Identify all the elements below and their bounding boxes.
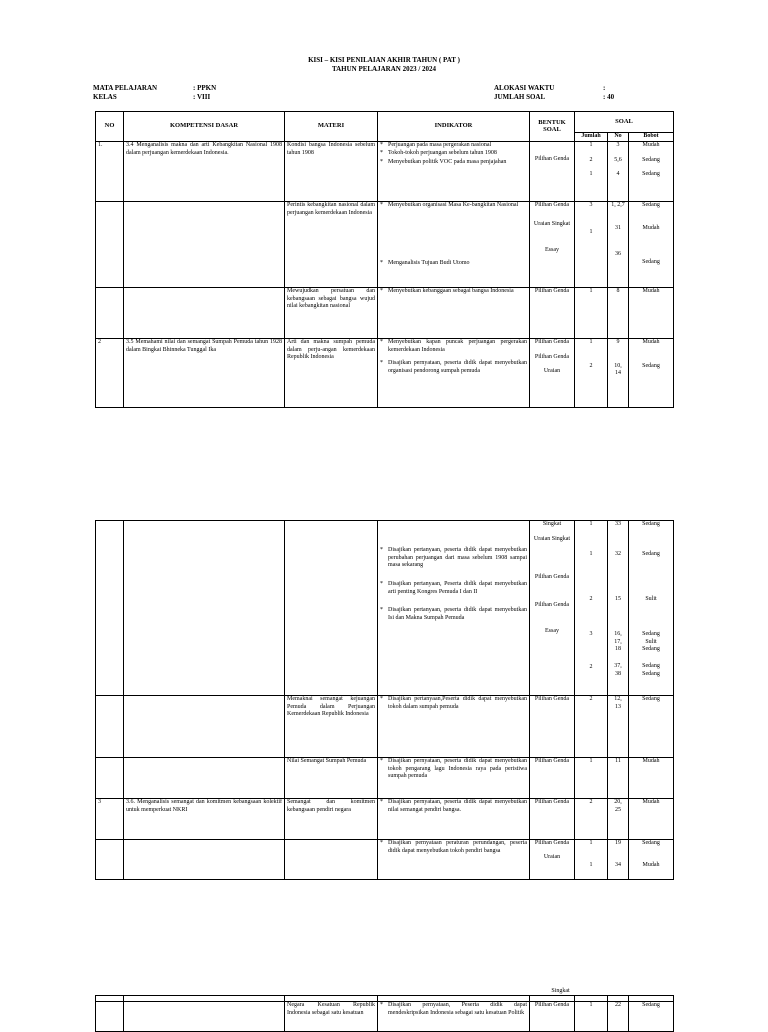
- question-number: 1, 2,7: [611, 202, 625, 208]
- question-number: 4: [616, 171, 620, 178]
- difficulty-cell: Mudah: [629, 799, 674, 840]
- difficulty-cell: [629, 521, 674, 696]
- count-cell: 1: [575, 1002, 608, 1032]
- indicator-item: * Perjuangan pada masa pergerakan nasional: [388, 142, 527, 150]
- table-row: [96, 799, 674, 840]
- question-number-cell: [608, 799, 629, 840]
- question-type: Pilihan Genda: [534, 156, 570, 162]
- question-number: 3: [616, 142, 620, 148]
- time-allocation-label: ALOKASI WAKTU: [494, 84, 555, 92]
- question-type: Essay: [545, 247, 559, 254]
- indicator-item: * Menyebutkan kapan puncak perjuangan pergerakan kemerdekaan Indonesia: [388, 339, 527, 354]
- question-number: 5,6: [614, 156, 622, 163]
- difficulty-value: Sedang: [642, 156, 660, 163]
- difficulty-value: Sedang: [642, 521, 660, 527]
- table-row: [96, 339, 674, 408]
- indicator-item: * Disajikan pertanyaan,Peserta didik dapat menyebutkan tokoh dalam sumpah pemuda: [388, 696, 527, 711]
- count-value: 1: [589, 550, 593, 557]
- indicator-item: * Disajikan pernyataan, Peserta didik dapat mendeskripsikan Indonesia sebagai satu kesatuan Politik: [388, 1002, 527, 1017]
- indicator-cell: [378, 202, 530, 288]
- indicator-cell: [378, 1002, 530, 1032]
- count-value: 2: [589, 156, 593, 163]
- count-value: 1: [589, 142, 593, 148]
- difficulty-value: Mudah: [642, 224, 660, 231]
- difficulty-value: Mudah: [642, 861, 660, 868]
- class-label: KELAS: [93, 93, 117, 101]
- question-type: Uraian: [543, 853, 561, 860]
- question-type: Uraian Singkat: [533, 220, 571, 227]
- difficulty-cell: [629, 202, 674, 288]
- question-count-value: : 40: [603, 93, 615, 101]
- question-number-cell: [608, 840, 629, 880]
- col-header-jumlah: Jumlah: [575, 133, 608, 142]
- count-value: 1: [589, 171, 593, 178]
- question-type-cell: [530, 521, 575, 696]
- question-type-cell: Pilihan Genda: [530, 799, 575, 840]
- question-type: Pilihan Genda: [534, 353, 570, 360]
- question-type: Pilihan Genda: [534, 574, 570, 581]
- count-cell: 1: [575, 288, 608, 339]
- count-cell: [575, 202, 608, 288]
- question-number-cell: [608, 521, 629, 696]
- question-number: 10, 14: [614, 362, 622, 377]
- indicator-cell: [378, 840, 530, 880]
- count-value: 1: [589, 228, 593, 235]
- material-cell: Memaknai semangat kejuangan Pemuda dalam Perjuangan Kemerdekaan Republik Indonesia: [285, 696, 378, 758]
- subject-label: MATA PELAJARAN: [93, 84, 158, 92]
- question-type: Uraian Singkat: [533, 535, 571, 542]
- indicator-cell: [378, 288, 530, 339]
- document-title: KISI – KISI PENILAIAN AKHIR TAHUN ( PAT ): [308, 56, 460, 64]
- question-number-cell: [608, 202, 629, 288]
- difficulty-value: Sedang: [642, 840, 660, 846]
- question-number-cell: [608, 696, 629, 758]
- indicator-item: * Menyebutkan kebanggaan sebagai bangsa Indonesia: [388, 288, 527, 296]
- indicator-cell: [378, 758, 530, 799]
- question-type-cell: Pilihan Genda: [530, 1002, 575, 1032]
- indicator-item: * Disajikan pernyataan, peserta didik dapat menyebutkan nilai semangat pendiri bangsa.: [388, 799, 527, 814]
- count-value: 2: [589, 663, 593, 670]
- grid-table-page-3: [95, 995, 674, 1032]
- difficulty-cell: Mudah: [629, 288, 674, 339]
- question-type: Essay: [545, 627, 559, 634]
- count-value: 3: [589, 202, 593, 208]
- question-number: 33: [615, 521, 621, 527]
- indicator-item: * Menganalisis Tujuan Budi Utomo: [388, 260, 527, 268]
- count-value: 1: [589, 521, 593, 527]
- count-cell: [575, 840, 608, 880]
- count-cell: [575, 339, 608, 408]
- question-number-cell: 8: [608, 288, 629, 339]
- col-header-no: NO: [96, 112, 124, 142]
- col-header-indikator: INDIKATOR: [378, 112, 530, 142]
- col-header-materi: MATERI: [285, 112, 378, 142]
- row-number: 1.: [96, 142, 124, 202]
- table-row: [96, 1002, 674, 1032]
- question-number: 31: [615, 224, 621, 231]
- subject-value: : PPKN: [193, 84, 217, 92]
- indicator-item: * Disajikan pernyataan, peserta didik dapat menyebutkan organisasi pendorong sumpah pemuda: [388, 360, 527, 375]
- question-count-label: JUMLAH SOAL: [494, 93, 546, 101]
- col-header-soal: SOAL: [575, 112, 674, 133]
- table-row: [96, 758, 674, 799]
- count-value: 2: [589, 596, 593, 603]
- col-header-bobot: Bobot: [629, 133, 674, 142]
- col-header-nomor: No: [608, 133, 629, 142]
- material-cell: Arti dan makna sumpah pemuda dalam perju-angan kemerdekaan Republik Indonesia: [285, 339, 378, 408]
- question-type-cell: [530, 142, 575, 202]
- col-header-bentuk-soal: BENTUK SOAL: [530, 112, 575, 142]
- indicator-cell: [378, 799, 530, 840]
- difficulty-value: Sedang: [642, 259, 660, 266]
- indicator-cell: [378, 696, 530, 758]
- question-number: 16, 17, 18: [614, 631, 622, 653]
- count-cell: [575, 142, 608, 202]
- question-number: 15: [615, 596, 621, 603]
- indicator-item: * Menyebutkan politik VOC pada masa penjajahan: [388, 159, 527, 167]
- count-cell: 2: [575, 799, 608, 840]
- indicator-item: * Disajikan pertanyaan, peserta didik dapat menyebutkan perubahan perjuangan dari masa sebelum 1908 sampai masa sekarang: [388, 547, 527, 570]
- time-allocation-value: :: [603, 84, 606, 92]
- question-number: 37, 38: [614, 663, 622, 677]
- competency-cell: 3.6. Menganalisis semangat dan komitmen kebangsaan kolektif untuk memperkuat NKRI: [124, 799, 285, 840]
- question-type: Singkat: [542, 521, 562, 527]
- material-cell: Nilai Semangat Sumpah Pemuda: [285, 758, 378, 799]
- question-type: Pilihan Genda: [534, 840, 570, 846]
- question-type: Singkat: [551, 988, 570, 994]
- table-row: [96, 142, 674, 202]
- difficulty-cell: Sedang: [629, 1002, 674, 1032]
- question-type-cell: Pilihan Genda: [530, 696, 575, 758]
- difficulty-value: Sedang: [642, 202, 660, 208]
- difficulty-cell: [629, 142, 674, 202]
- question-type: Pilihan Genda: [534, 202, 570, 208]
- question-type-cell: [530, 840, 575, 880]
- grid-table-page-2: [95, 520, 674, 880]
- question-type: Pilihan Genda: [534, 602, 570, 609]
- table-row: [96, 840, 674, 880]
- count-cell: 2: [575, 696, 608, 758]
- table-row: [96, 202, 674, 288]
- question-type-cell: [530, 202, 575, 288]
- indicator-item: * Disajikan pernyataan, peserta didik dapat menyebutkan tokoh pengarang lagu Indonesia raya pada peristiwa sumpah pemuda: [388, 758, 527, 781]
- indicator-item: * Menyebutkan organisasi Masa Ke-bangkitan Nasional: [388, 202, 527, 210]
- count-cell: [575, 521, 608, 696]
- indicator-item: * Tokoh-tokoh perjuangan sebelum tahun 1908: [388, 150, 527, 158]
- row-number: 2: [96, 339, 124, 408]
- difficulty-value: Sedang Sedang: [642, 663, 660, 677]
- question-type: Pilihan Genda: [534, 339, 570, 345]
- question-number-cell: [608, 142, 629, 202]
- difficulty-cell: [629, 840, 674, 880]
- indicator-cell: [378, 339, 530, 408]
- material-cell: Semangat dan komitmen kebangsaan pendiri negara: [285, 799, 378, 840]
- competency-cell: 3.4 Menganalisis makna dan arti Kebangkitan Nasional 1908 dalam perjuangan kemerdekaan Indonesia.: [124, 142, 285, 202]
- table-row: [96, 521, 674, 696]
- difficulty-value: Mudah: [642, 339, 660, 345]
- difficulty-value: Sedang: [642, 550, 660, 557]
- difficulty-cell: [629, 339, 674, 408]
- material-cell: Mewujudkan persatuan dan kebangsaan sebagai bangsa wujud nilai kebangkitan nasional: [285, 288, 378, 339]
- count-value: 1: [589, 840, 593, 846]
- question-number: 19: [615, 840, 621, 846]
- count-value: 1: [589, 339, 593, 345]
- difficulty-cell: Mudah: [629, 758, 674, 799]
- difficulty-value: Sedang: [642, 362, 660, 369]
- difficulty-cell: Sedang: [629, 696, 674, 758]
- difficulty-value: Sulit: [645, 596, 657, 603]
- question-number-cell: [608, 339, 629, 408]
- question-type: Uraian: [543, 368, 561, 375]
- question-type-cell: [530, 339, 575, 408]
- indicator-item: * Disajikan pertanyaan, peserta didik dapat menyebutkan Isi dan Makna Sumpah Pemuda: [388, 607, 527, 622]
- question-type-cell: Pilihan Genda: [530, 758, 575, 799]
- indicator-item: * Disajikan pernyataan peraturan perundangan, peserta didik dapat menyebutkan tokoh pendiri bangsa: [388, 840, 527, 855]
- table-row: [96, 288, 674, 339]
- question-number: 32: [615, 550, 621, 557]
- indicator-item: * Disajikan pertanyaan, Peserta didik dapat menyebutkan arti penting Kongres Pemuda I dan II: [388, 581, 527, 596]
- question-number-cell: 22: [608, 1002, 629, 1032]
- competency-cell: 3.5 Memahami nilai dan semangat Sumpah Pemuda tahun 1928 dalam Bingkai Bhinneka Tunggal Ika: [124, 339, 285, 408]
- header-row: [96, 112, 674, 133]
- class-value: : VIII: [193, 93, 211, 101]
- count-value: 2: [589, 362, 593, 369]
- question-number: 34: [615, 861, 621, 868]
- row-number: 3: [96, 799, 124, 840]
- document-subtitle: TAHUN PELAJARAN 2023 / 2024: [331, 65, 437, 73]
- material-cell: Kondisi bangsa Indonesia sebelum tahun 1908: [285, 142, 378, 202]
- material-cell: Negara Kesatuan Republik Indonesia sebagai satu kesatuan: [285, 1002, 378, 1032]
- difficulty-value: Mudah: [642, 142, 660, 148]
- count-value: 3: [589, 631, 593, 638]
- question-number: 20, 25: [614, 799, 622, 813]
- table-row: [96, 696, 674, 758]
- question-type-cell: Pilihan Genda: [530, 288, 575, 339]
- count-cell: 1: [575, 758, 608, 799]
- col-header-kompetensi: KOMPETENSI DASAR: [124, 112, 285, 142]
- difficulty-value: Sedang: [642, 171, 660, 178]
- difficulty-value: Sedang Sulit Sedang: [642, 631, 660, 653]
- material-cell: Perintis kebangkitan nasional dalam perjuangan kemerdekaan Indonesia: [285, 202, 378, 288]
- count-value: 1: [589, 861, 593, 868]
- indicator-cell: [378, 142, 530, 202]
- indicator-cell: [378, 521, 530, 696]
- question-number-cell: 11: [608, 758, 629, 799]
- grid-table-page-1: [95, 111, 674, 408]
- question-number: 36: [615, 251, 621, 258]
- question-number: 9: [616, 339, 620, 345]
- question-number: 12, 13: [614, 696, 622, 710]
